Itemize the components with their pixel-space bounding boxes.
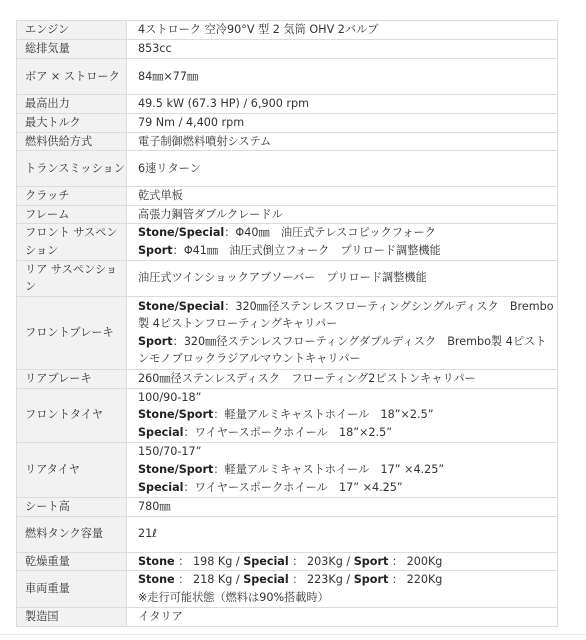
spec-value-line (138, 333, 557, 368)
model-name: Stone/Sport (138, 408, 214, 422)
spec-value (127, 95, 558, 114)
spec-value-line (138, 461, 557, 479)
spec-value (127, 205, 558, 224)
spec-value-line (138, 68, 557, 86)
spec-value (127, 516, 558, 552)
model-name: Stone/Special (138, 299, 225, 313)
spec-row (17, 113, 558, 132)
spec-row (17, 571, 558, 607)
model-name: Special (138, 426, 184, 440)
spec-text: 100/90-18” (138, 390, 202, 404)
spec-label: 燃料供給方式 (17, 132, 127, 151)
spec-text: 853cc (138, 42, 172, 56)
spec-label: リア サスペンション (17, 260, 127, 296)
spec-row (17, 260, 558, 296)
spec-label: トランスミッション (17, 151, 127, 187)
spec-text: ： 203Kg / (288, 554, 354, 568)
bottom-divider (0, 634, 586, 635)
spec-text: 高張力鋼管ダブルクレードル (138, 207, 283, 221)
spec-label: フロントブレーキ (17, 296, 127, 369)
spec-row (17, 369, 558, 388)
spec-value-line (138, 133, 557, 151)
model-name: Special (243, 573, 289, 587)
spec-value (127, 187, 558, 206)
spec-table (16, 20, 558, 627)
spec-label: ボア × ストローク (17, 59, 127, 95)
spec-row (17, 40, 558, 59)
model-name: Stone/Special (138, 226, 225, 240)
spec-value (127, 552, 558, 571)
spec-text: ：320㎜径ステンレスフローティングダブルディスク Brembo製 4ピストンモノブロックラジアルマウントキャリパー (138, 334, 547, 366)
spec-row (17, 59, 558, 95)
spec-label: 車両重量 (17, 571, 127, 607)
spec-row (17, 552, 558, 571)
spec-text: 260㎜径ステンレスディスク フローティング2ピストンキャリパー (138, 371, 476, 385)
spec-label: エンジン (17, 21, 127, 40)
spec-text: ※走行可能状態（燃料は90%搭載時） (138, 590, 329, 604)
model-name: Sport (138, 334, 173, 348)
spec-value (127, 571, 558, 607)
spec-text: ：Φ40㎜ 油圧式テレスコピックフォーク (224, 226, 436, 240)
spec-value (127, 388, 558, 442)
spec-text: 780㎜ (138, 499, 171, 513)
spec-value (127, 59, 558, 95)
spec-text: 4ストローク 空冷90°V 型 2 気筒 OHV 2バルブ (138, 23, 379, 37)
spec-label: クラッチ (17, 187, 127, 206)
spec-label: フレーム (17, 205, 127, 224)
spec-text: 電子制御燃料噴射システム (138, 134, 272, 148)
spec-value-line (138, 553, 557, 571)
spec-row (17, 132, 558, 151)
spec-text: ：320㎜径ステンレスフローティングシングルディスク Brembo製 4ピストンフローティングキャリパー (138, 299, 554, 331)
spec-text: イタリア (138, 609, 183, 623)
spec-text: ： 220Kg (388, 573, 443, 587)
spec-value-line (138, 114, 557, 132)
spec-value-line (138, 242, 557, 260)
spec-label: 最大トルク (17, 113, 127, 132)
spec-value (127, 40, 558, 59)
spec-text: 79 Nm / 4,400 rpm (138, 115, 245, 129)
spec-text: 乾式単板 (138, 189, 183, 203)
spec-text: 油圧式ツインショックアブソーバー プリロード調整機能 (138, 271, 427, 285)
spec-value-line (138, 21, 557, 39)
spec-row (17, 224, 558, 260)
spec-value (127, 113, 558, 132)
spec-row (17, 151, 558, 187)
spec-value-line (138, 498, 557, 516)
spec-value (127, 224, 558, 260)
spec-value-line (138, 187, 557, 205)
spec-row (17, 21, 558, 40)
spec-table-body (17, 21, 558, 627)
spec-value-line (138, 443, 557, 461)
spec-row (17, 516, 558, 552)
spec-text: 49.5 kW (67.3 HP) / 6,900 rpm (138, 97, 309, 110)
spec-value-line (138, 95, 557, 113)
spec-row (17, 187, 558, 206)
spec-value (127, 607, 558, 626)
spec-value-line (138, 406, 557, 424)
spec-text: ：軽量アルミキャストホイール 17” ×4.25” (213, 462, 445, 476)
spec-text: ： 218 Kg / (174, 573, 244, 587)
spec-label: 乾燥重量 (17, 552, 127, 571)
spec-value-line (138, 206, 557, 224)
spec-value (127, 497, 558, 516)
spec-text: ：Φ41㎜ 油圧式倒立フォーク プリロード調整機能 (172, 243, 441, 257)
spec-value-line (138, 224, 557, 242)
model-name: Sport (138, 243, 173, 257)
spec-text: ：ワイヤースポークホイール 17” ×4.25” (183, 480, 403, 494)
spec-value-line (138, 608, 557, 626)
spec-row (17, 388, 558, 442)
spec-value (127, 442, 558, 497)
spec-text: 21ℓ (138, 527, 157, 541)
spec-label: フロントタイヤ (17, 388, 127, 442)
spec-value (127, 296, 558, 369)
spec-label: シート高 (17, 497, 127, 516)
model-name: Sport (353, 554, 389, 568)
spec-value-line (138, 298, 557, 333)
spec-row (17, 442, 558, 497)
model-name: Stone (138, 573, 175, 587)
model-name: Special (138, 480, 184, 494)
spec-value (127, 151, 558, 187)
spec-value-line (138, 424, 557, 442)
spec-value-line (138, 370, 557, 388)
spec-text: ：ワイヤースポークホイール 18”×2.5” (183, 426, 393, 440)
spec-label: 燃料タンク容量 (17, 516, 127, 552)
spec-table-container (16, 20, 558, 627)
spec-value-line (138, 589, 557, 607)
model-name: Special (243, 554, 289, 568)
spec-value (127, 369, 558, 388)
model-name: Sport (353, 573, 389, 587)
spec-label: 製造国 (17, 607, 127, 626)
spec-text: 84㎜×77㎜ (138, 69, 199, 83)
spec-text: ： 223Kg / (288, 573, 354, 587)
spec-value-line (138, 389, 557, 407)
spec-value (127, 21, 558, 40)
spec-value-line (138, 269, 557, 287)
spec-value-line (138, 479, 557, 497)
spec-text: ：軽量アルミキャストホイール 18”×2.5” (213, 408, 434, 422)
spec-text: 150/70-17” (138, 445, 202, 459)
spec-value-line (138, 571, 557, 589)
model-name: Stone/Sport (138, 462, 214, 476)
spec-value-line (138, 40, 557, 58)
spec-label: 最高出力 (17, 95, 127, 114)
spec-text: ： 200Kg (388, 554, 443, 568)
spec-value (127, 132, 558, 151)
model-name: Stone (138, 554, 175, 568)
spec-value (127, 260, 558, 296)
spec-label: リアタイヤ (17, 442, 127, 497)
spec-row (17, 205, 558, 224)
spec-value-line (138, 525, 557, 543)
spec-label: フロント サスペンション (17, 224, 127, 260)
spec-value-line (138, 160, 557, 178)
spec-text: 6速リターン (138, 161, 201, 175)
spec-row (17, 95, 558, 114)
spec-row (17, 607, 558, 626)
spec-label: 総排気量 (17, 40, 127, 59)
spec-text: ： 198 Kg / (174, 554, 244, 568)
spec-row (17, 497, 558, 516)
spec-label: リアブレーキ (17, 369, 127, 388)
spec-row (17, 296, 558, 369)
